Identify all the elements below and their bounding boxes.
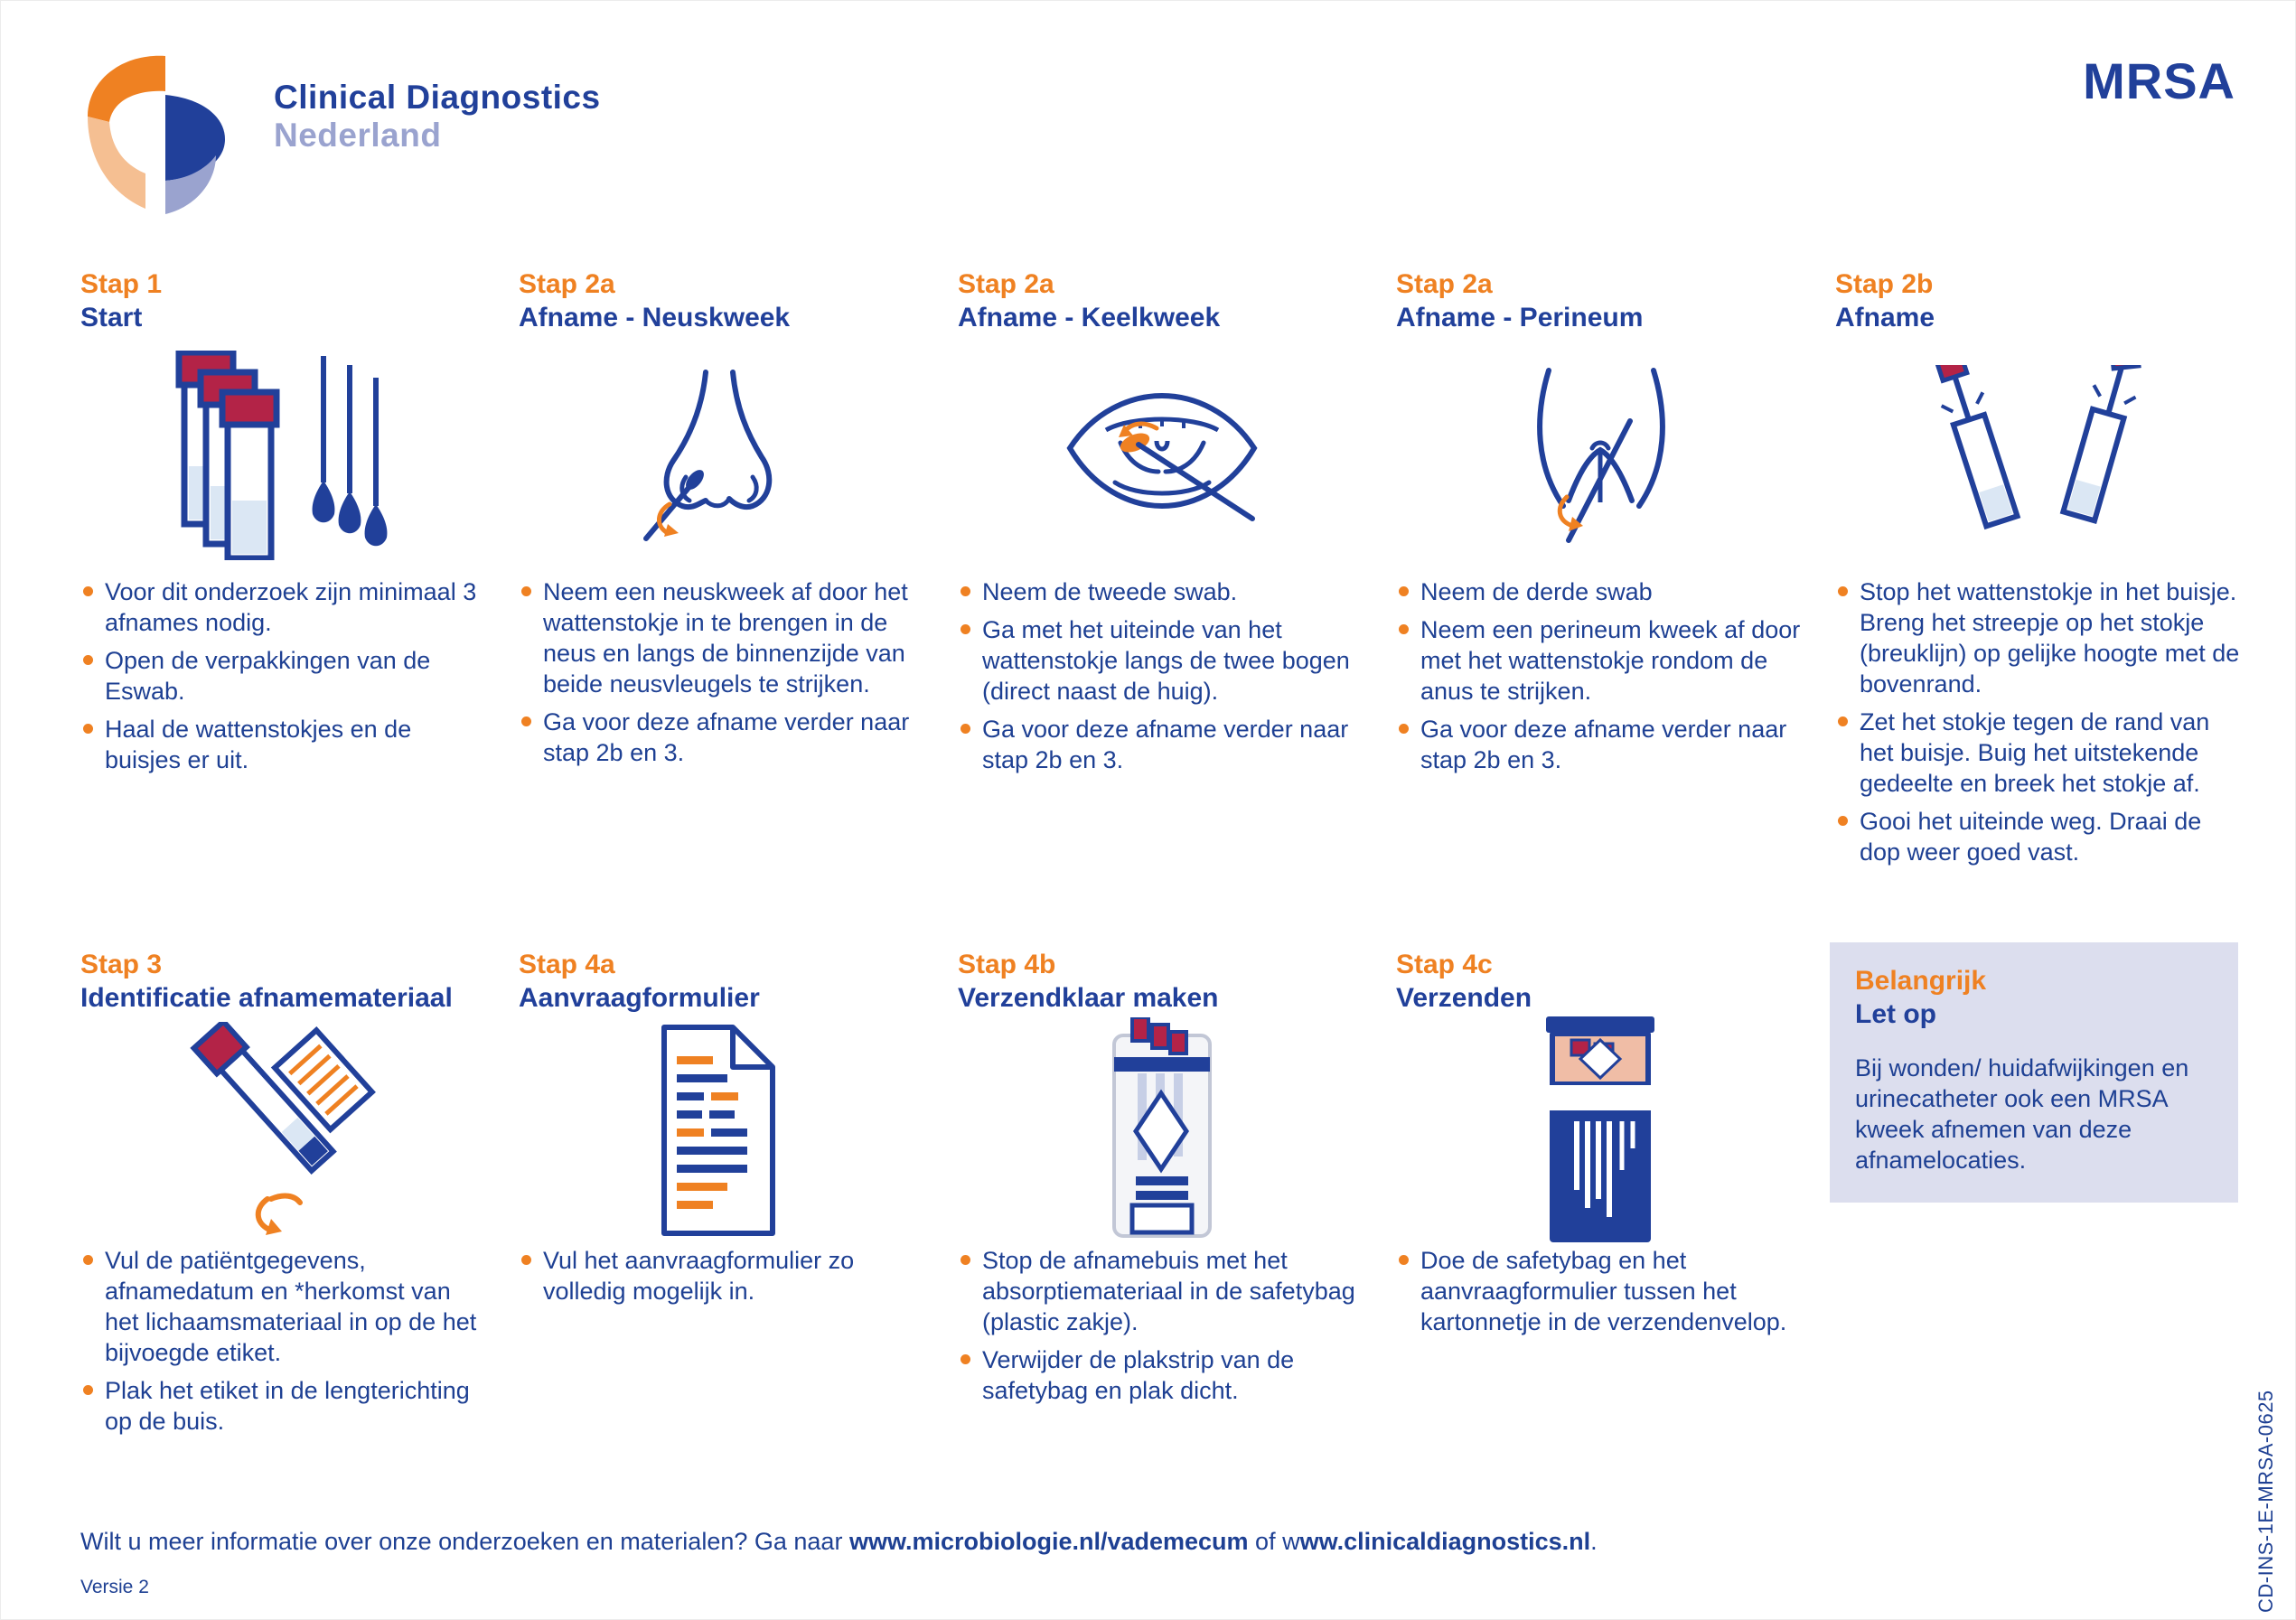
footer-text-prefix: Wilt u meer informatie over onze onderzoeken en materialen? Ga naar bbox=[80, 1528, 849, 1555]
bullet-list bbox=[1396, 576, 1804, 775]
step-icon bbox=[958, 1015, 1366, 1245]
step-label: Stap 4c bbox=[1396, 950, 1493, 979]
footer-text-middle: of w bbox=[1248, 1528, 1300, 1555]
perineum-swab-icon bbox=[1513, 365, 1689, 546]
bullet-item: Neem de derde swab bbox=[1396, 576, 1804, 607]
bullet-item: Open de verpakkingen van de Eswab. bbox=[80, 645, 489, 707]
step-icon bbox=[80, 1015, 489, 1245]
footer-info bbox=[80, 1528, 1598, 1556]
logo-swirl-icon bbox=[80, 44, 241, 218]
bullet-item: Neem de tweede swab. bbox=[958, 576, 1366, 607]
step-icon bbox=[519, 1015, 927, 1245]
footer-text-suffix: . bbox=[1590, 1528, 1598, 1555]
bullet-item: Stop het wattenstokje in het buisje. Breng het streepje op het stokje (breuklijn) op gelijke hoogte met de bovenrand. bbox=[1835, 576, 2244, 699]
step-title: Afname bbox=[1835, 303, 1935, 332]
step-label: Stap 1 bbox=[80, 269, 163, 299]
step-icon bbox=[80, 334, 489, 576]
step-icon bbox=[958, 334, 1366, 576]
bullet-item: Haal de wattenstokjes en de buisjes er uit. bbox=[80, 714, 489, 775]
step-label: Stap 2b bbox=[1835, 269, 1934, 299]
step-card-3 bbox=[80, 948, 489, 1444]
shipping-envelope-icon bbox=[1537, 1016, 1663, 1244]
step-card-4a bbox=[519, 948, 927, 1314]
step-title: Afname - Neuskweek bbox=[519, 303, 791, 332]
safetybag-icon bbox=[1101, 1017, 1223, 1243]
step-icon bbox=[1396, 1015, 1804, 1245]
step-icon bbox=[1835, 334, 2244, 576]
bullet-item: Doe de safetybag en het aanvraagformulier tussen het kartonnetje in de verzendenvelop. bbox=[1396, 1245, 1804, 1337]
step-card-2a-neus bbox=[519, 267, 927, 775]
bullet-list bbox=[1396, 1245, 1804, 1337]
step-card-2a-perineum bbox=[1396, 267, 1804, 782]
bullet-item: Ga voor deze afname verder naar stap 2b en 3. bbox=[1396, 714, 1804, 775]
important-body: Bij wonden/ huidafwijkingen en urinecatheter ook een MRSA kweek afnemen van deze afnamelocaties. bbox=[1855, 1054, 2189, 1174]
bullet-item: Stop de afnamebuis met het absorptiemateriaal in de safetybag (plastic zakje). bbox=[958, 1245, 1366, 1337]
step-card-2b bbox=[1835, 267, 2244, 875]
bullet-list bbox=[80, 1245, 489, 1437]
bullet-item: Zet het stokje tegen de rand van het buisje. Buig het uitstekende gedeelte en breek het stokje af. bbox=[1835, 707, 2244, 799]
bullet-item: Verwijder de plakstrip van de safetybag en plak dicht. bbox=[958, 1344, 1366, 1406]
bullet-item: Ga voor deze afname verder naar stap 2b en 3. bbox=[519, 707, 927, 768]
document-code: CD-INS-1E-MRSA-0625 bbox=[2254, 1390, 2277, 1613]
bullet-list bbox=[519, 1245, 927, 1306]
step-card-1 bbox=[80, 267, 489, 782]
bullet-item: Ga met het uiteinde van het wattenstokje langs de twee bogen (direct naast de huig). bbox=[958, 614, 1366, 707]
step-card-4b bbox=[958, 948, 1366, 1413]
page-title: MRSA bbox=[2083, 52, 2235, 109]
step-title: Start bbox=[80, 303, 143, 332]
step-title: Verzendklaar maken bbox=[958, 983, 1219, 1013]
step-title: Verzenden bbox=[1396, 983, 1532, 1013]
step-label: Stap 3 bbox=[80, 950, 163, 979]
step-label: Stap 4a bbox=[519, 950, 615, 979]
bullet-list bbox=[1835, 576, 2244, 867]
step-title: Identificatie afnamemateriaal bbox=[80, 983, 453, 1013]
step-title: Aanvraagformulier bbox=[519, 983, 760, 1013]
bullet-item: Vul de patiëntgegevens, afnamedatum en *herkomst van het lichaamsmateriaal in op de het bijvoegde etiket. bbox=[80, 1245, 489, 1368]
step-label: Stap 2a bbox=[519, 269, 615, 299]
break-swab-in-tube-icon bbox=[1920, 365, 2160, 546]
step-card-2a-keel bbox=[958, 267, 1366, 782]
bullet-item: Gooi het uiteinde weg. Draai de dop weer goed vast. bbox=[1835, 806, 2244, 867]
bullet-item: Plak het etiket in de lengterichting op de buis. bbox=[80, 1375, 489, 1437]
bullet-item: Ga voor deze afname verder naar stap 2b en 3. bbox=[958, 714, 1366, 775]
bullet-item: Neem een perineum kweek af door met het wattenstokje rondom de anus te strijken. bbox=[1396, 614, 1804, 707]
company-name-line2: Nederland bbox=[274, 117, 442, 154]
company-name-line1: Clinical Diagnostics bbox=[274, 79, 601, 116]
company-logo bbox=[80, 44, 241, 218]
step-icon bbox=[1396, 334, 1804, 576]
tubes-and-swabs-icon bbox=[163, 351, 407, 560]
step-label: Stap 4b bbox=[958, 950, 1056, 979]
footer-link-microbiologie[interactable]: www.microbiologie.nl/vademecum bbox=[848, 1528, 1249, 1555]
step-title: Afname - Perineum bbox=[1396, 303, 1644, 332]
step-icon bbox=[519, 334, 927, 576]
bullet-item: Voor dit onderzoek zijn minimaal 3 afnames nodig. bbox=[80, 576, 489, 638]
request-form-icon bbox=[655, 1022, 791, 1239]
step-card-4c bbox=[1396, 948, 1804, 1344]
bullet-list bbox=[958, 576, 1366, 775]
bullet-list bbox=[80, 576, 489, 775]
version-label: Versie 2 bbox=[80, 1577, 149, 1597]
bullet-item: Vul het aanvraagformulier zo volledig mogelijk in. bbox=[519, 1245, 927, 1306]
step-label: Stap 2a bbox=[958, 269, 1054, 299]
mouth-swab-icon bbox=[1063, 381, 1261, 530]
important-note-box bbox=[1830, 942, 2238, 1203]
important-title: Let op bbox=[1855, 999, 1936, 1029]
company-name bbox=[274, 79, 601, 155]
bullet-list bbox=[958, 1245, 1366, 1406]
bullet-item: Neem een neuskweek af door het wattenstokje in te brengen in de neus en langs de binnenzijde van beide neusvleugels te strijken. bbox=[519, 576, 927, 699]
footer-link-clinicaldiagnostics[interactable]: ww.clinicaldiagnostics.nl bbox=[1299, 1528, 1591, 1555]
step-label: Stap 2a bbox=[1396, 269, 1493, 299]
bullet-list bbox=[519, 576, 927, 768]
tube-with-label-icon bbox=[188, 1022, 382, 1239]
important-label: Belangrijk bbox=[1855, 966, 1987, 996]
step-title: Afname - Keelkweek bbox=[958, 303, 1221, 332]
nose-swab-icon bbox=[637, 365, 809, 546]
